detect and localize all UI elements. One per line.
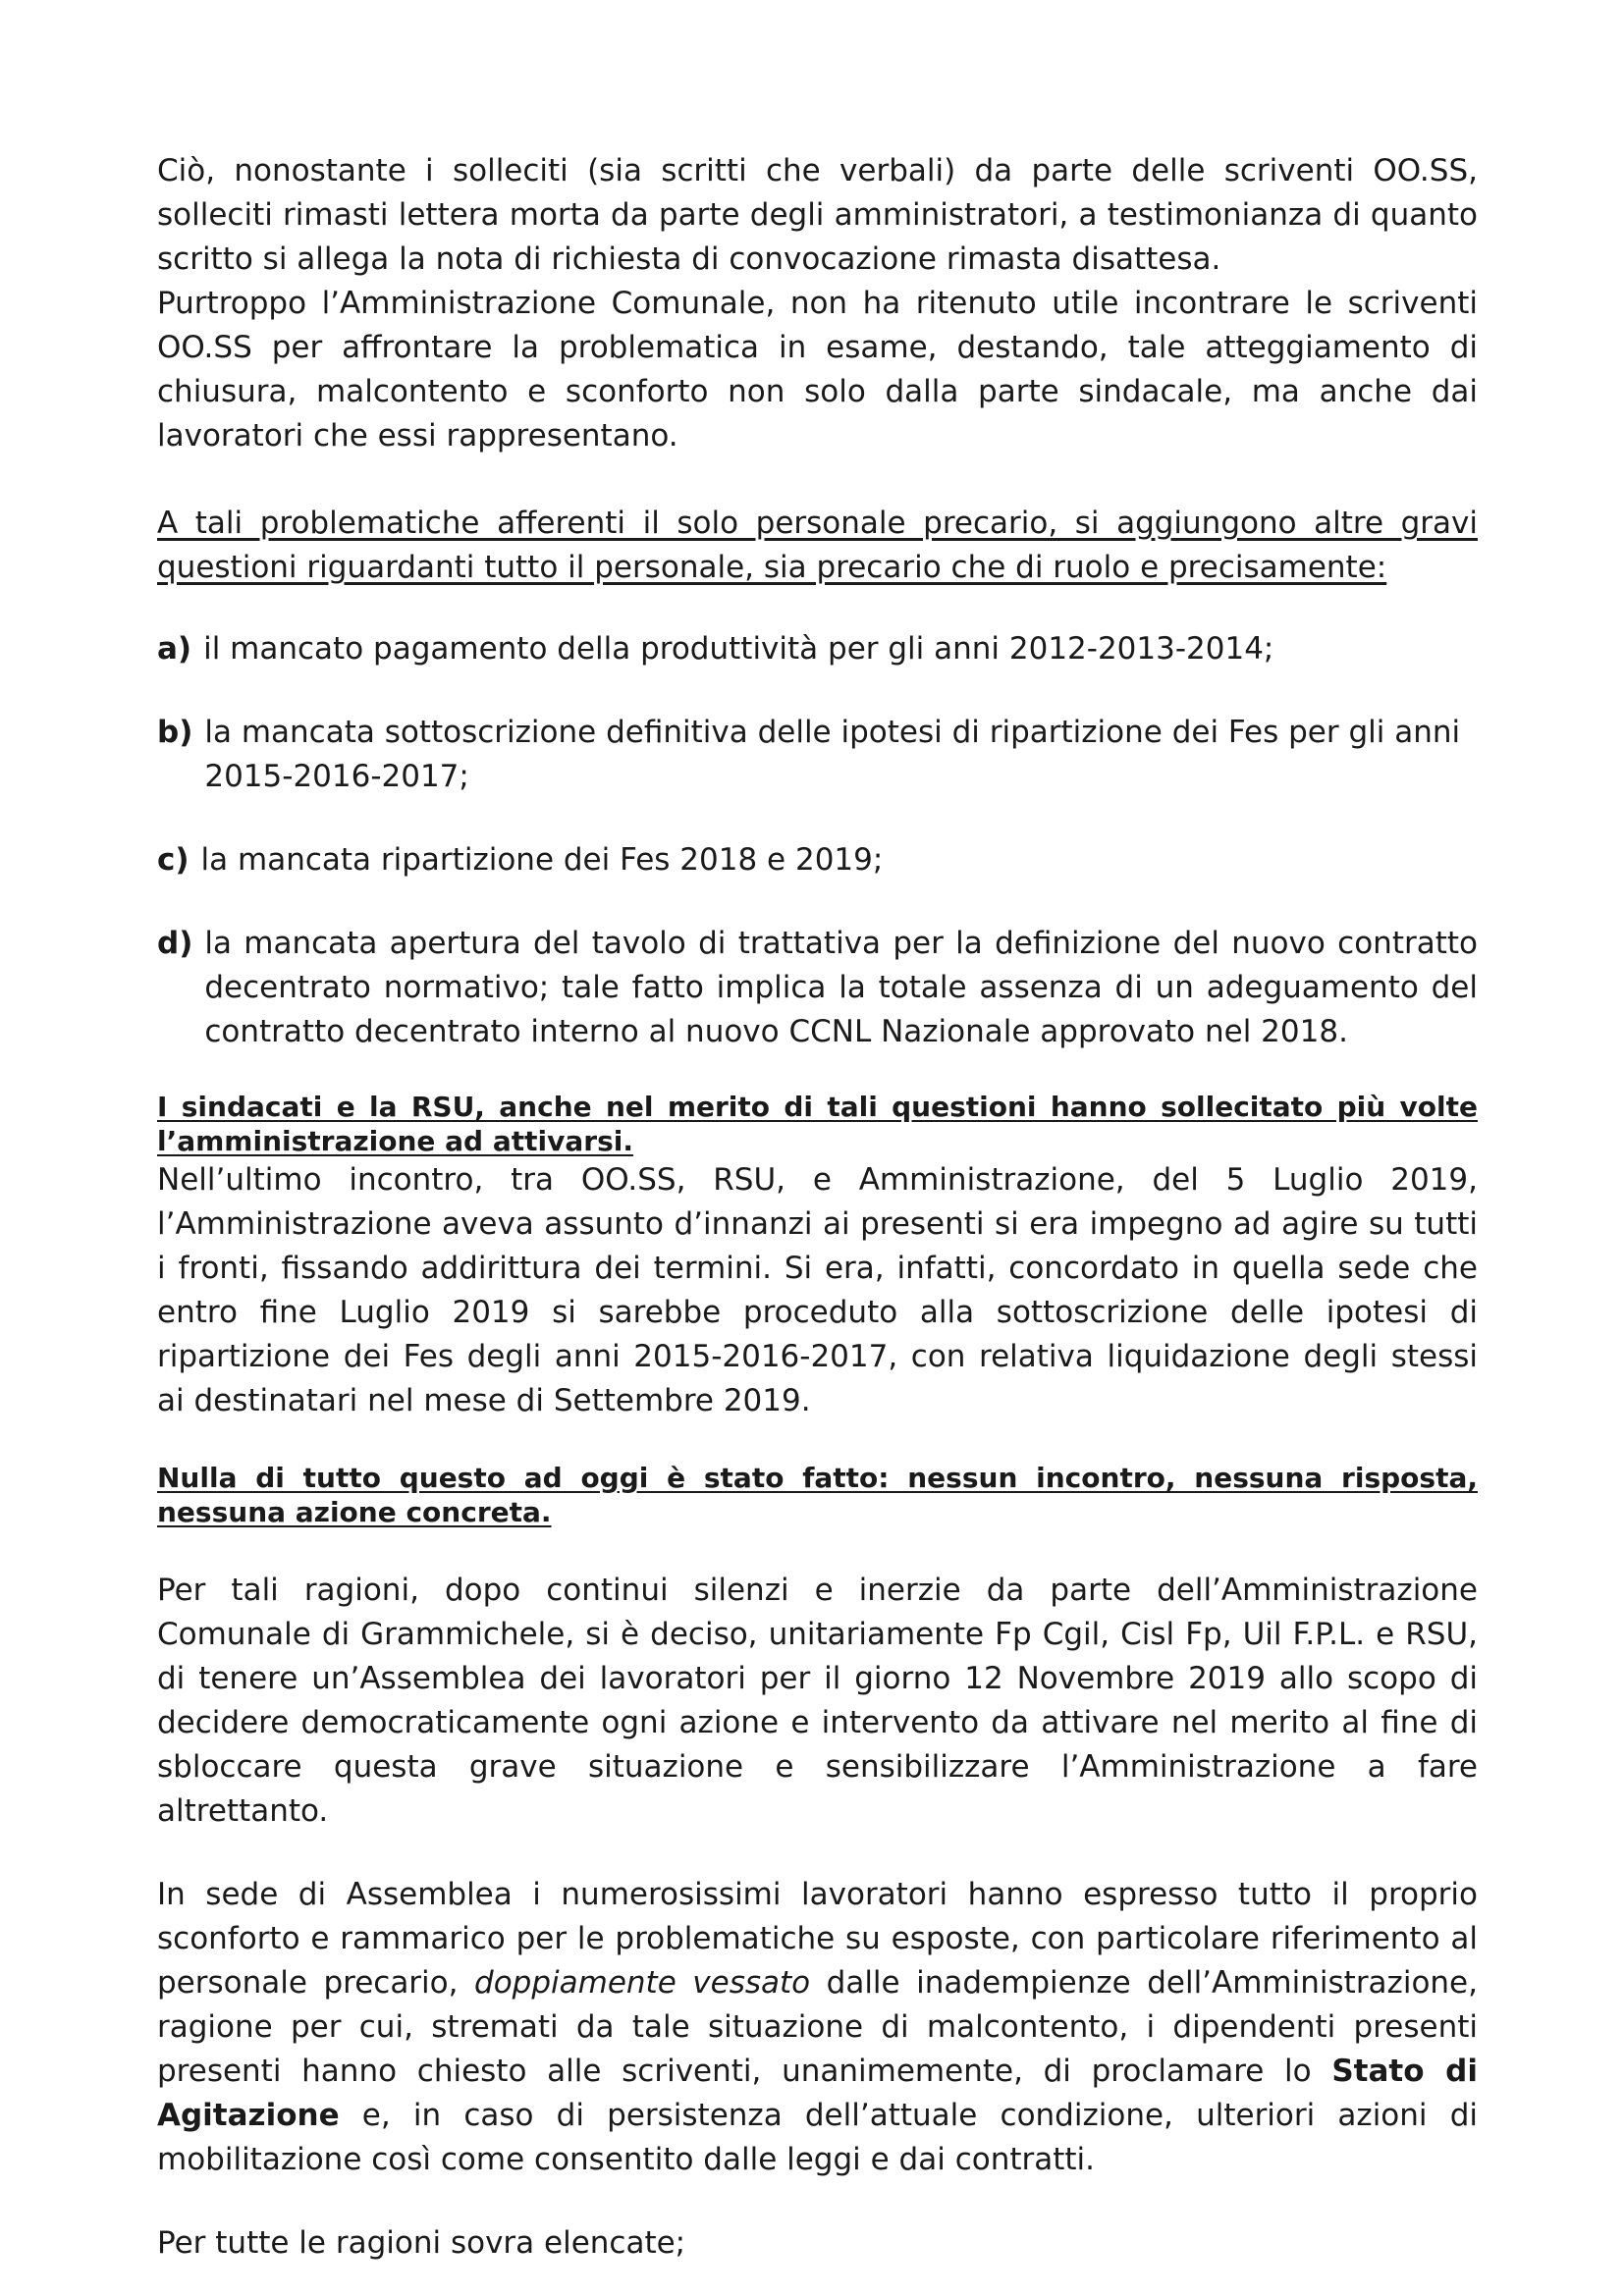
paragraph-problematiche: A tali problematiche afferenti il solo personale precario, si aggiungono altre gravi questioni riguardanti tutto il personale, sia precario che di ruolo e precisamente: xyxy=(157,506,1478,585)
list-text: la mancata ripartizione dei Fes 2018 e 2019; xyxy=(200,842,884,878)
list-item-a xyxy=(157,627,1478,671)
list-text: la mancata sottoscrizione definitiva delle ipotesi di ripartizione dei Fes per gli anni 2015-2016-2017; xyxy=(204,715,1461,794)
paragraph-solleciti: Ciò, nonostante i solleciti (sia scritti che verbali) da parte delle scriventi OO.SS, solleciti rimasti lettera morta da parte degli amministratori, a testimonianza di quanto scritto si allega la nota di richiesta di convocazione rimasta disattesa. xyxy=(157,153,1478,277)
agitazione-text-a: In sede di Assemblea i numerosissimi lavoratori hanno espresso tutto il proprio sconforto e rammarico per le problematiche su esposte, con particolare riferimento al personale precario, xyxy=(157,1877,1478,2001)
paragraph-conclusione: Per tutte le ragioni sovra elencate; xyxy=(157,2225,686,2261)
list-item-c xyxy=(157,838,1478,882)
heading-sindacati: I sindacati e la RSU, anche nel merito di tali questioni hanno sollecitato più volte l’amministrazione ad attivarsi. xyxy=(157,1091,1478,1157)
paragraph-ultimo-incontro: Nell’ultimo incontro, tra OO.SS, RSU, e Amministrazione, del 5 Luglio 2019, l’Amministrazione aveva assunto d’innanzi ai presenti si era impegno ad agire su tutti i fronti, fissando addirittura dei termini. Si era, infatti, concordato in quella sede che entro fine Luglio 2019 si sarebbe proceduto alla sottoscrizione delle ipotesi di ripartizione dei Fes degli anni 2015-2016-2017, con relativa liquidazione degli stessi ai destinatari nel mese di Settembre 2019. xyxy=(157,1162,1478,1418)
agitazione-text-c: e, in caso di persistenza dell’attuale condizione, ulteriori azioni di mobilitazione così come consentito dalle leggi e dai contratti. xyxy=(157,2098,1479,2177)
list-label: c) xyxy=(157,842,189,878)
list-text: la mancata apertura del tavolo di trattativa per la definizione del nuovo contratto decentrato normativo; tale fatto implica la totale assenza di un adeguamento del contratto decentrato interno al nuovo CCNL Nazionale approvato nel 2018. xyxy=(204,926,1478,1049)
stato-di-agitazione: Stato di Agitazione xyxy=(157,2054,1478,2133)
list-item-d xyxy=(157,922,1478,1054)
list-label: a) xyxy=(157,631,192,667)
agitazione-italic: doppiamente vessato xyxy=(474,1965,811,2001)
paragraph-assemblea: Per tali ragioni, dopo continui silenzi e inerzie da parte dell’Amministrazione Comunale di Grammichele, si è deciso, unitariamente Fp Cgil, Cisl Fp, Uil F.P.L. e RSU, di tenere un’Assemblea dei lavoratori per il giorno 12 Novembre 2019 allo scopo di decidere democraticamente ogni azione e intervento da attivare nel merito al fine di sbloccare questa grave situazione e sensibilizzare l’Amministrazione a fare altrettanto. xyxy=(157,1573,1478,1829)
list-label: d) xyxy=(157,926,193,961)
agitazione-text-b: dalle inadempienze dell’Amministrazione, ragione per cui, stremati da tale situazione di malcontento, i dipendenti presenti presenti hanno chiesto alle scriventi, unanimemente, di proclamare lo xyxy=(157,1965,1478,2089)
paragraph-agitazione xyxy=(157,1873,1478,2182)
paragraph-amministrazione: Purtroppo l’Amministrazione Comunale, non ha ritenuto utile incontrare le scriventi OO.SS per affrontare la problematica in esame, destando, tale atteggiamento di chiusura, malcontento e sconforto non solo dalla parte sindacale, ma anche dai lavoratori che essi rappresentano. xyxy=(157,286,1478,454)
list-item-b xyxy=(157,711,1478,799)
document-page xyxy=(157,149,1478,2266)
list-label: b) xyxy=(157,715,193,750)
list-text: il mancato pagamento della produttività per gli anni 2012-2013-2014; xyxy=(203,631,1274,667)
heading-nulla: Nulla di tutto questo ad oggi è stato fatto: nessun incontro, nessuna risposta, nessuna azione concreta. xyxy=(157,1462,1478,1528)
